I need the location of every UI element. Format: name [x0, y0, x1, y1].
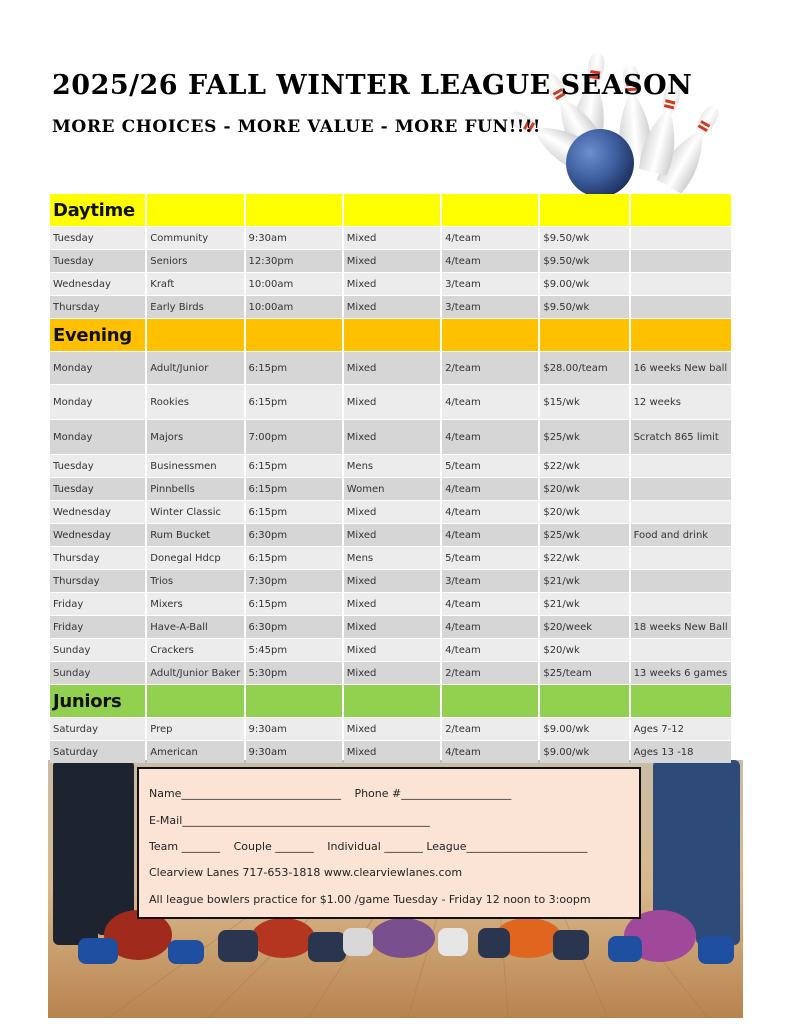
- price-cell: $9.00/wk: [540, 718, 628, 740]
- team-size-cell: 4/team: [442, 227, 538, 249]
- email-field[interactable]: E-Mail_____________________________________________: [149, 814, 430, 827]
- time-cell: 9:30am: [246, 718, 342, 740]
- type-cell: Mixed: [344, 385, 440, 419]
- price-cell: $9.00/wk: [540, 741, 628, 763]
- type-cell: Mixed: [344, 718, 440, 740]
- individual-field[interactable]: Individual _______: [327, 840, 423, 853]
- notes-cell: Ages 7-12: [631, 718, 731, 740]
- time-cell: 10:00am: [246, 273, 342, 295]
- team-size-cell: 3/team: [442, 296, 538, 318]
- section-header-evening: [50, 319, 731, 351]
- type-cell: Mixed: [344, 570, 440, 592]
- section-header-juniors: [50, 685, 731, 717]
- table-row: [50, 570, 731, 592]
- league-cell: Donegal Hdcp: [147, 547, 243, 569]
- price-cell: $25/team: [540, 662, 628, 684]
- type-cell: Mixed: [344, 273, 440, 295]
- type-cell: Mixed: [344, 662, 440, 684]
- type-cell: Mixed: [344, 352, 440, 384]
- section-label: Daytime: [50, 194, 145, 226]
- day-cell: Friday: [50, 593, 145, 615]
- time-cell: 5:45pm: [246, 639, 342, 661]
- type-cell: Mixed: [344, 420, 440, 454]
- day-cell: Friday: [50, 616, 145, 638]
- day-cell: Thursday: [50, 296, 145, 318]
- table-row: [50, 639, 731, 661]
- table-row: [50, 718, 731, 740]
- day-cell: Saturday: [50, 718, 145, 740]
- day-cell: Tuesday: [50, 250, 145, 272]
- table-row: [50, 524, 731, 546]
- time-cell: 6:30pm: [246, 524, 342, 546]
- bowling-ball-icon: [566, 129, 634, 195]
- notes-cell: [631, 639, 731, 661]
- time-cell: 6:15pm: [246, 385, 342, 419]
- team-size-cell: 3/team: [442, 273, 538, 295]
- type-cell: Mixed: [344, 741, 440, 763]
- price-cell: $15/wk: [540, 385, 628, 419]
- notes-cell: [631, 547, 731, 569]
- team-size-cell: 2/team: [442, 662, 538, 684]
- practice-info: All league bowlers practice for $1.00 /game Tuesday - Friday 12 noon to 3:oopm: [149, 893, 591, 906]
- table-row: [50, 478, 731, 500]
- notes-cell: [631, 296, 731, 318]
- league-cell: Mixers: [147, 593, 243, 615]
- team-size-cell: 2/team: [442, 718, 538, 740]
- league-cell: Rookies: [147, 385, 243, 419]
- league-cell: Kraft: [147, 273, 243, 295]
- price-cell: $9.50/wk: [540, 227, 628, 249]
- time-cell: 9:30am: [246, 227, 342, 249]
- team-size-cell: 5/team: [442, 455, 538, 477]
- team-size-cell: 4/team: [442, 524, 538, 546]
- day-cell: Sunday: [50, 662, 145, 684]
- price-cell: $20/wk: [540, 478, 628, 500]
- day-cell: Thursday: [50, 547, 145, 569]
- notes-cell: [631, 501, 731, 523]
- type-cell: Women: [344, 478, 440, 500]
- notes-cell: 12 weeks: [631, 385, 731, 419]
- page-subtitle: MORE CHOICES - MORE VALUE - MORE FUN!!!!: [52, 117, 541, 137]
- team-size-cell: 4/team: [442, 385, 538, 419]
- team-size-cell: 3/team: [442, 570, 538, 592]
- league-cell: Winter Classic: [147, 501, 243, 523]
- type-cell: Mixed: [344, 639, 440, 661]
- day-cell: Wednesday: [50, 524, 145, 546]
- notes-cell: 16 weeks New ball: [631, 352, 731, 384]
- league-cell: Community: [147, 227, 243, 249]
- type-cell: Mens: [344, 547, 440, 569]
- day-cell: Tuesday: [50, 455, 145, 477]
- day-cell: Wednesday: [50, 501, 145, 523]
- team-type-row: [149, 840, 588, 853]
- table-row: [50, 662, 731, 684]
- type-cell: Mixed: [344, 250, 440, 272]
- price-cell: $9.00/wk: [540, 273, 628, 295]
- league-cell: Rum Bucket: [147, 524, 243, 546]
- team-size-cell: 4/team: [442, 593, 538, 615]
- price-cell: $21/wk: [540, 570, 628, 592]
- type-cell: Mixed: [344, 524, 440, 546]
- time-cell: 6:30pm: [246, 616, 342, 638]
- notes-cell: [631, 227, 731, 249]
- league-cell: American: [147, 741, 243, 763]
- league-cell: Have-A-Ball: [147, 616, 243, 638]
- notes-cell: [631, 273, 731, 295]
- table-row: [50, 455, 731, 477]
- day-cell: Sunday: [50, 639, 145, 661]
- time-cell: 12:30pm: [246, 250, 342, 272]
- league-cell: Adult/Junior Baker: [147, 662, 243, 684]
- table-row: [50, 616, 731, 638]
- email-row: [149, 814, 430, 827]
- notes-cell: [631, 593, 731, 615]
- price-cell: $9.50/wk: [540, 296, 628, 318]
- time-cell: 6:15pm: [246, 547, 342, 569]
- league-cell: Majors: [147, 420, 243, 454]
- type-cell: Mens: [344, 455, 440, 477]
- team-size-cell: 4/team: [442, 250, 538, 272]
- type-cell: Mixed: [344, 616, 440, 638]
- table-row: [50, 227, 731, 249]
- team-size-cell: 5/team: [442, 547, 538, 569]
- table-row: [50, 296, 731, 318]
- registration-form: [137, 767, 641, 919]
- league-cell: Trios: [147, 570, 243, 592]
- time-cell: 7:00pm: [246, 420, 342, 454]
- price-cell: $25/wk: [540, 420, 628, 454]
- league-cell: Adult/Junior: [147, 352, 243, 384]
- team-size-cell: 4/team: [442, 741, 538, 763]
- price-cell: $28.00/team: [540, 352, 628, 384]
- time-cell: 6:15pm: [246, 593, 342, 615]
- notes-cell: [631, 478, 731, 500]
- league-cell: Early Birds: [147, 296, 243, 318]
- section-label: Evening: [50, 319, 145, 351]
- time-cell: 10:00am: [246, 296, 342, 318]
- table-row: [50, 273, 731, 295]
- time-cell: 6:15pm: [246, 501, 342, 523]
- table-row: [50, 250, 731, 272]
- day-cell: Saturday: [50, 741, 145, 763]
- team-size-cell: 4/team: [442, 420, 538, 454]
- time-cell: 9:30am: [246, 741, 342, 763]
- section-header-daytime: [50, 194, 731, 226]
- type-cell: Mixed: [344, 593, 440, 615]
- table-row: [50, 352, 731, 384]
- league-field[interactable]: League______________________: [426, 840, 588, 853]
- notes-cell: [631, 455, 731, 477]
- team-size-cell: 2/team: [442, 352, 538, 384]
- contact-info: Clearview Lanes 717-653-1818 www.clearviewlanes.com: [149, 866, 463, 879]
- notes-cell: [631, 570, 731, 592]
- day-cell: Monday: [50, 385, 145, 419]
- price-cell: $9.50/wk: [540, 250, 628, 272]
- couple-field[interactable]: Couple _______: [233, 840, 314, 853]
- league-schedule-table: [48, 193, 733, 764]
- team-field[interactable]: Team _______: [149, 840, 221, 853]
- time-cell: 5:30pm: [246, 662, 342, 684]
- notes-cell: 18 weeks New Ball: [631, 616, 731, 638]
- notes-cell: Scratch 865 limit: [631, 420, 731, 454]
- type-cell: Mixed: [344, 296, 440, 318]
- day-cell: Monday: [50, 352, 145, 384]
- price-cell: $25/wk: [540, 524, 628, 546]
- notes-cell: 13 weeks 6 games: [631, 662, 731, 684]
- day-cell: Wednesday: [50, 273, 145, 295]
- price-cell: $20/wk: [540, 639, 628, 661]
- time-cell: 7:30pm: [246, 570, 342, 592]
- notes-cell: Ages 13 -18: [631, 741, 731, 763]
- day-cell: Tuesday: [50, 227, 145, 249]
- team-size-cell: 4/team: [442, 478, 538, 500]
- type-cell: Mixed: [344, 501, 440, 523]
- team-size-cell: 4/team: [442, 501, 538, 523]
- league-cell: Seniors: [147, 250, 243, 272]
- type-cell: Mixed: [344, 227, 440, 249]
- league-cell: Crackers: [147, 639, 243, 661]
- name-phone-row: [149, 787, 511, 800]
- table-row: [50, 420, 731, 454]
- table-row: [50, 385, 731, 419]
- time-cell: 6:15pm: [246, 478, 342, 500]
- day-cell: Thursday: [50, 570, 145, 592]
- league-cell: Businessmen: [147, 455, 243, 477]
- table-row: [50, 501, 731, 523]
- league-cell: Pinnbells: [147, 478, 243, 500]
- name-field[interactable]: Name_____________________________: [149, 787, 341, 800]
- price-cell: $21/wk: [540, 593, 628, 615]
- table-row: [50, 547, 731, 569]
- time-cell: 6:15pm: [246, 455, 342, 477]
- day-cell: Tuesday: [50, 478, 145, 500]
- price-cell: $20/week: [540, 616, 628, 638]
- page-title: 2025/26 FALL WINTER LEAGUE SEASON: [52, 70, 693, 101]
- price-cell: $20/wk: [540, 501, 628, 523]
- team-size-cell: 4/team: [442, 616, 538, 638]
- league-cell: Prep: [147, 718, 243, 740]
- team-size-cell: 4/team: [442, 639, 538, 661]
- day-cell: Monday: [50, 420, 145, 454]
- table-row: [50, 741, 731, 763]
- notes-cell: Food and drink: [631, 524, 731, 546]
- table-row: [50, 593, 731, 615]
- price-cell: $22/wk: [540, 547, 628, 569]
- notes-cell: [631, 250, 731, 272]
- section-label: Juniors: [50, 685, 145, 717]
- time-cell: 6:15pm: [246, 352, 342, 384]
- price-cell: $22/wk: [540, 455, 628, 477]
- phone-field[interactable]: Phone #____________________: [354, 787, 512, 800]
